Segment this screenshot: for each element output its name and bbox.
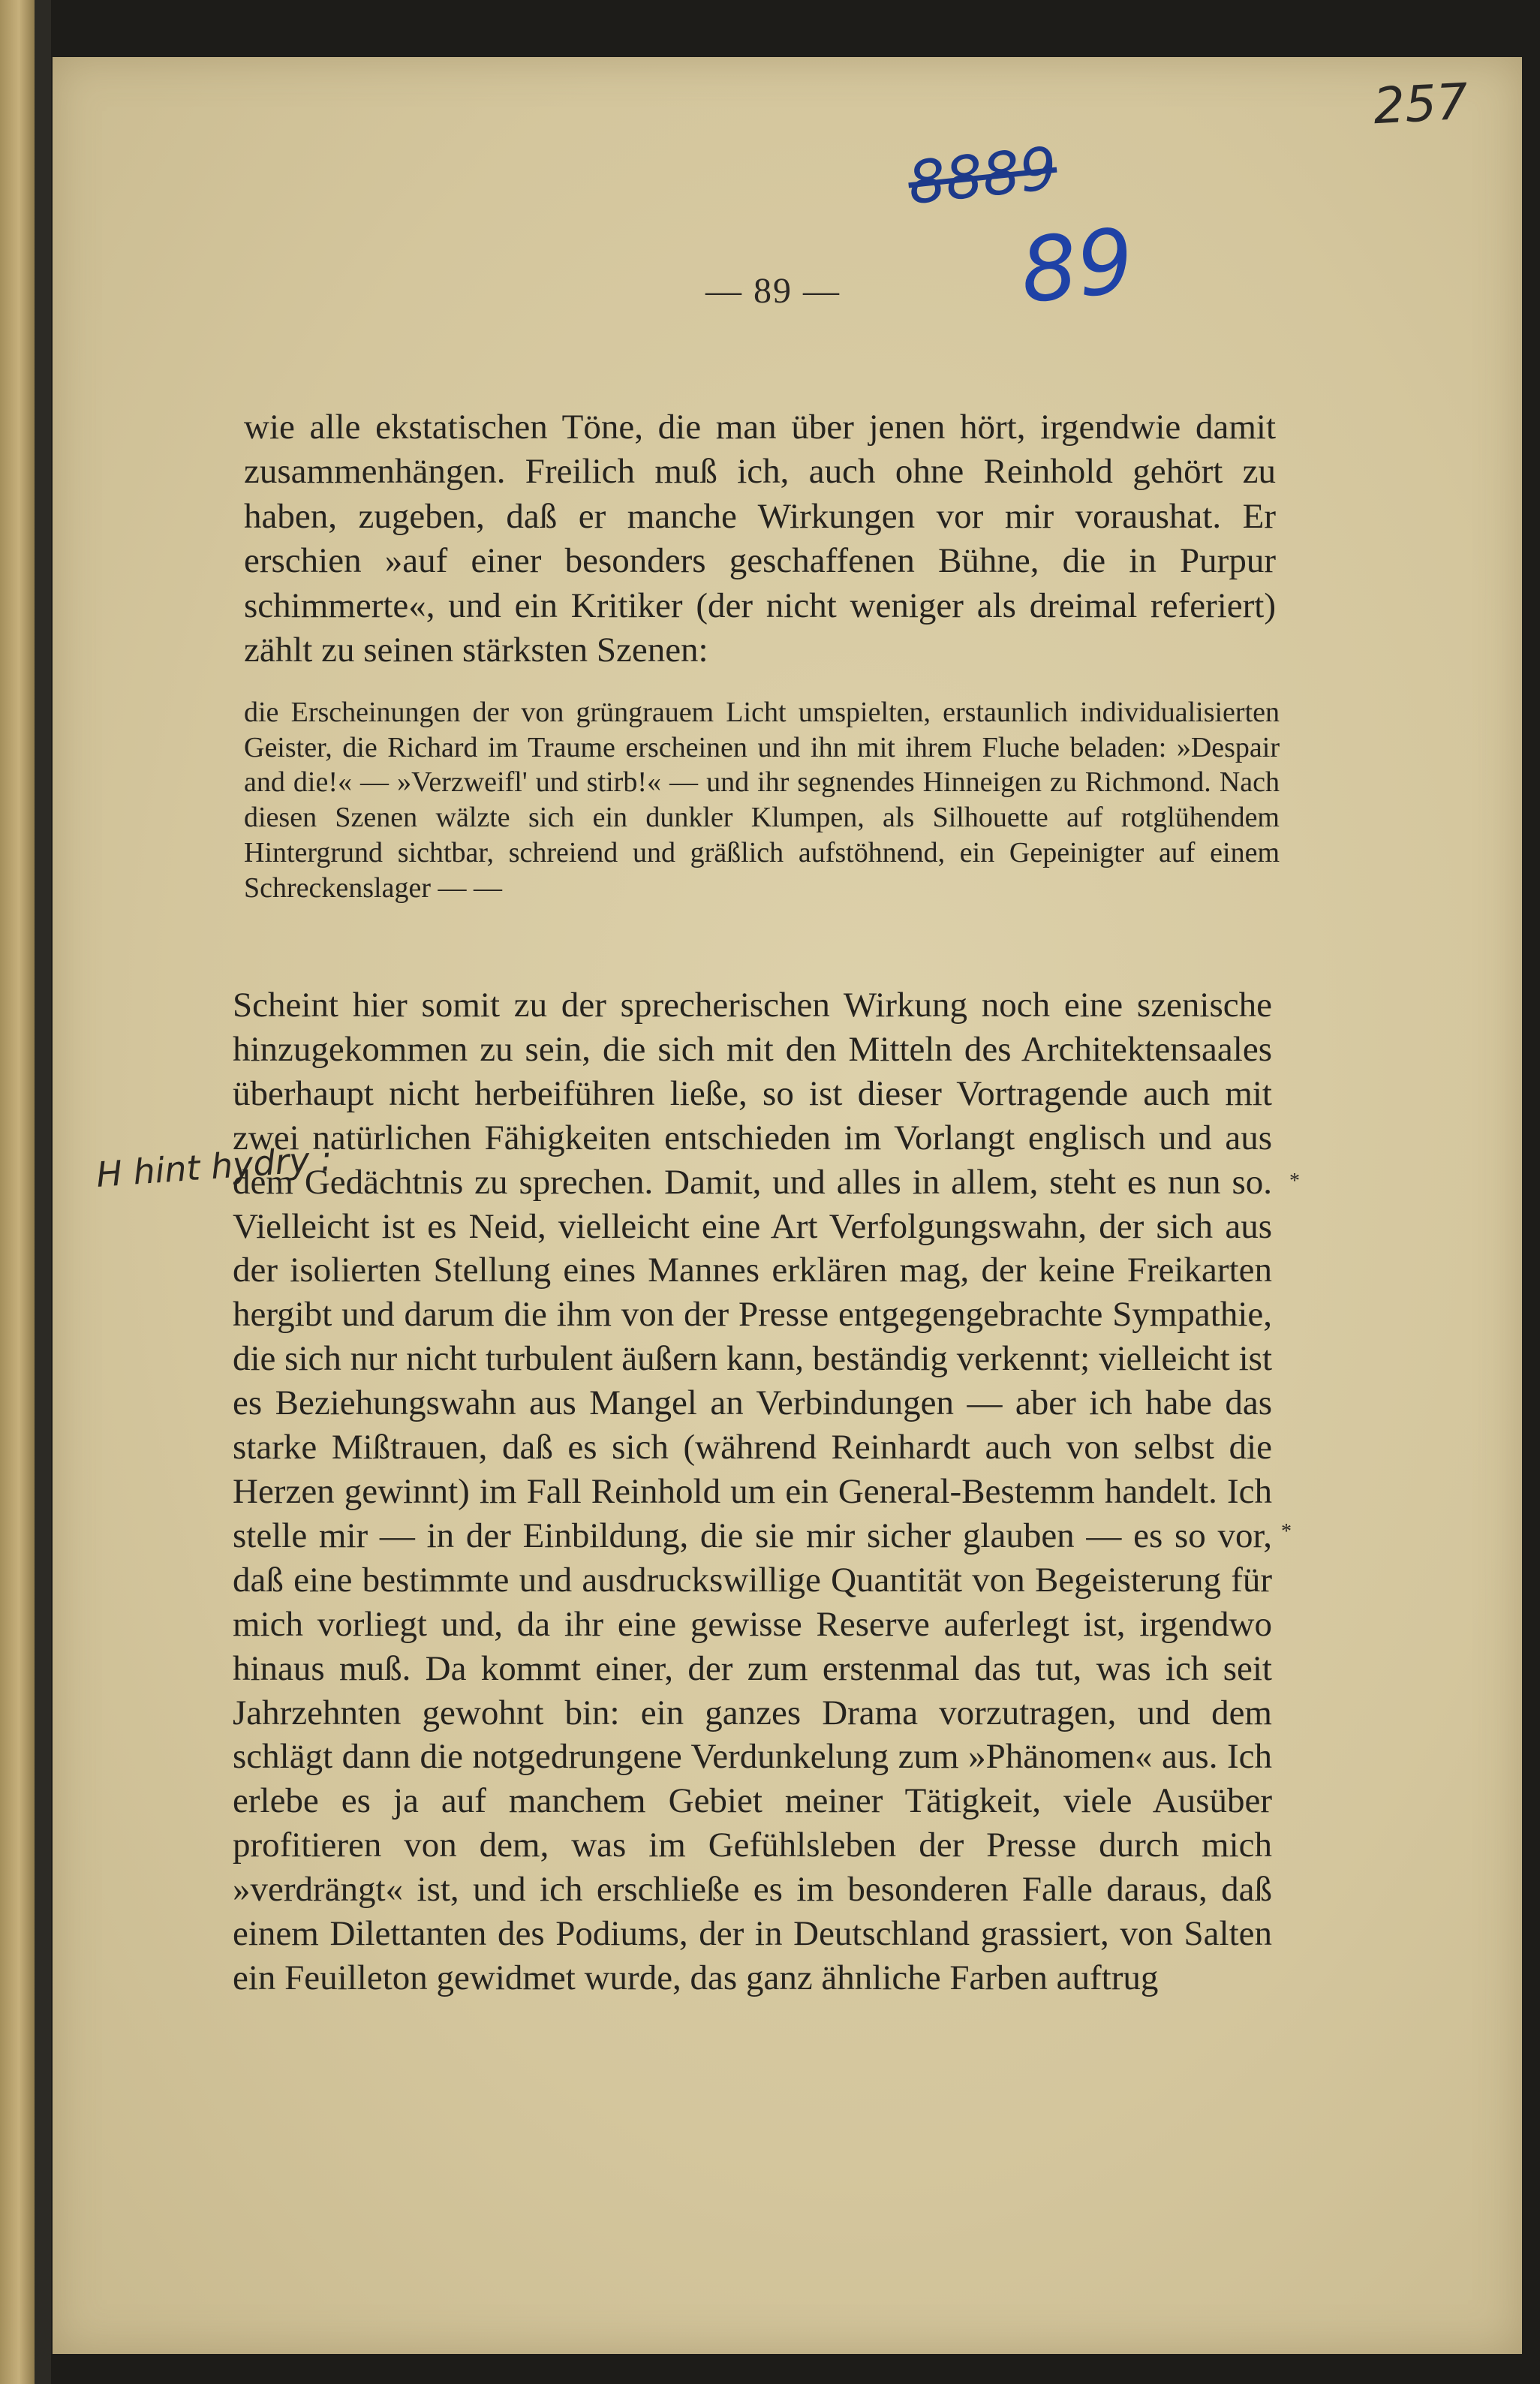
paragraph-text: Scheint hier somit zu der sprecherischen Wirkung noch eine szenische hinzugekommen zu sein, die sich mit den Mitteln des Architektensaales überhaupt nicht herbeiführen ließe, so ist dieser Vortragende auch mit zwei natürlichen Fähigkeiten entschieden im Vorlangt englisch und aus dem Gedächtnis zu sprechen. Damit, und alles in allem, steht es nun so. Vielleicht ist es Neid, vielleicht eine Art Verfolgungswahn, der sich aus der isolierten Stellung eines Mannes erklären mag, der keine Freikarten hergibt und darum die ihm von der Presse entgegengebrachte Sympathie, die sich nur nicht turbulent äußern kann, beständig verkennt; vielleicht ist es Beziehungswahn aus Mangel an Verbindungen — aber ich habe das starke Mißtrauen, daß es sich (während Reinhardt auch von selbst die Herzen gewinnt) im Fall Reinhold um ein General-Bestemm handelt. Ich stelle mir — in der Einbildung, die sie mir sicher glauben — es so vor, daß eine bestimmte und ausdruckswillige Quantität von Begeisterung für mich vorliegt und, da ihr eine gewisse Reserve auferlegt ist, irgendwo hinaus muß. Da kommt einer, der zum erstenmal das tut, was ich seit Jahrzehnten gewohnt bin: ein ganzes Drama vorzutragen, und dem schlägt dann die notgedrungene Verdunkelung zum »Phänomen« aus. Ich erlebe es ja auf manchem Gebiet meiner Tätigkeit, viele Ausüber profitieren von dem, was im Gefühlsleben der Presse durch mich »verdrängt« ist, und ich erschließe es im besonderen Falle daraus, daß einem Dilettanten des Podiums, der in Deutschland grassiert, von Salten ein Feuilleton gewidmet wurde, das ganz ähnliche Farben auftrug (233, 986, 1272, 1997)
margin-marker: * (1289, 1169, 1300, 1193)
body-paragraph (244, 405, 1276, 673)
block-quote (244, 695, 1280, 905)
paragraph-text: wie alle ekstatischen Töne, die man über jenen hört, irgendwie damit zusammenhängen. Freilich muß ich, auch ohne Reinhold gehört zu haben, zugeben, daß er manche Wirkungen vor mir voraushat. Er erschien »auf einer besonders geschaffenen Bühne, die in Purpur schimmerte«, und ein Kritiker (der nicht weniger als dreimal referiert) zählt zu seinen stärksten Szenen: (244, 408, 1276, 670)
adjacent-page-edge (0, 0, 35, 2384)
quote-text: die Erscheinungen der von grüngrauem Licht umspielten, erstaunlich individualisierten Geister, die Richard im Traume erscheinen und ihn mit ihrem Fluche beladen: »Despair and die!« — »Verzweifl' und stirb!« — und ihr segnendes Hinneigen zu Richmond. Nach diesen Szenen wälzte sich ein dunkler Klumpen, als Silhouette auf rotglühendem Hintergrund sichtbar, schreiend und gräßlich aufstöhnend, ein Gepeinigter auf einem Schreckenslager — — (244, 697, 1280, 904)
folio-number: 257 (1372, 72, 1469, 136)
page-number: — 89 — (705, 271, 841, 311)
book-gutter (35, 0, 51, 2384)
body-paragraph (233, 983, 1272, 2000)
margin-marker: * (1281, 1520, 1292, 1543)
margin-annotation: H hint hydry : (95, 1138, 334, 1195)
struck-archive-number: 8889 (904, 134, 1060, 218)
archive-number: 89 (1015, 208, 1138, 324)
